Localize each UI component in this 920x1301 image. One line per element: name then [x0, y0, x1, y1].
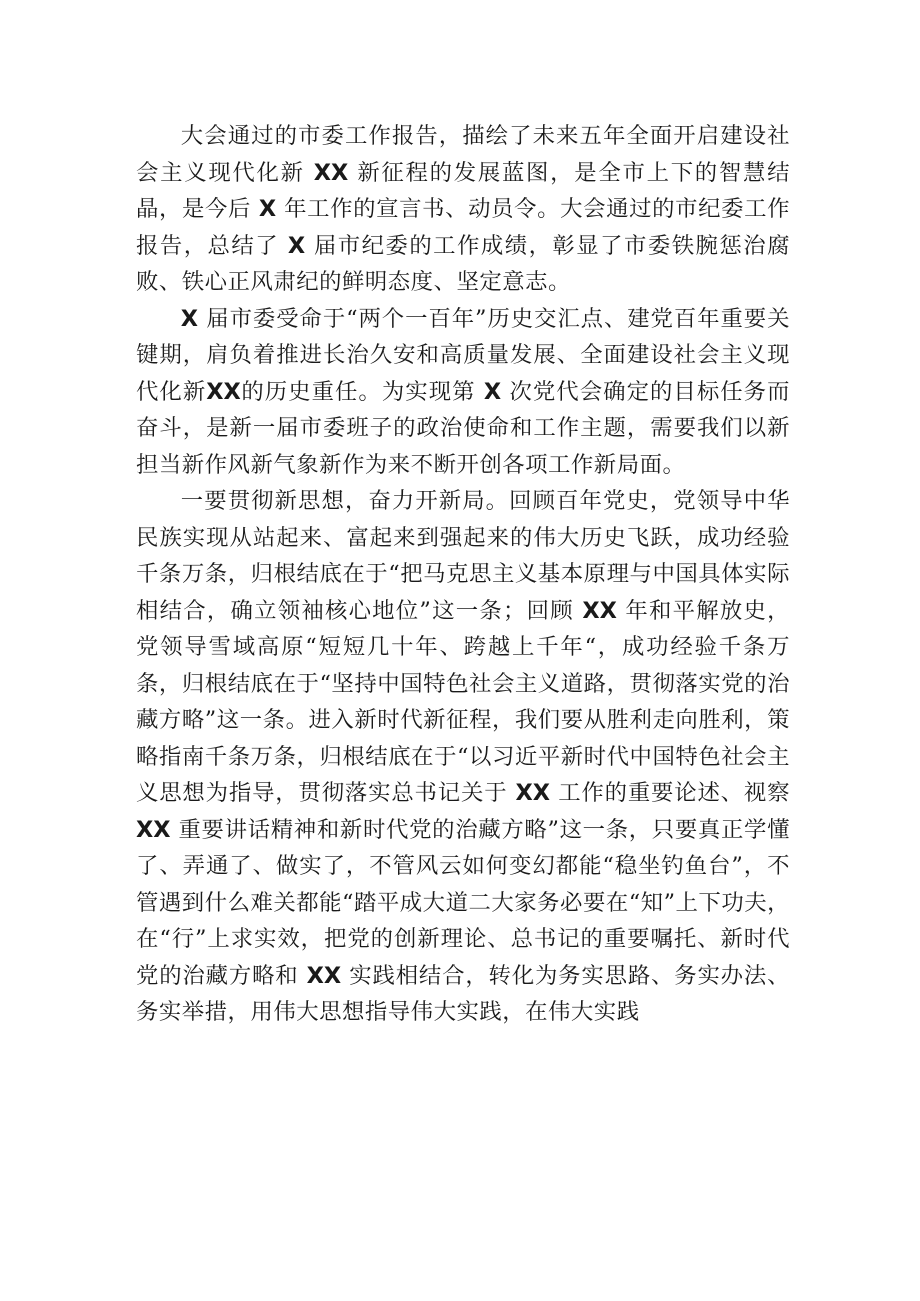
- paragraph-text: 年工作的宣言书、动员令。大会通过的市纪委工作报告，总结了: [136, 196, 791, 259]
- paragraph-text: 实践相结合，转化为务实思路、务实办法、务实举措，用伟大思想指导伟大实践，在伟大实践: [136, 962, 790, 1025]
- paragraph-text: 的历史重任。为实现第: [240, 378, 476, 405]
- placeholder-text: XX: [507, 780, 559, 806]
- placeholder-text: XX: [304, 159, 358, 186]
- placeholder-text: XX: [573, 597, 626, 624]
- paragraph-text: 年和平解放史，党领导雪域高原“短短几十年、跨越上千年“，成功经验千条万条，归根结底在于“坚持中国特色社会主义道路，贯彻落实党的治藏方略”这一条。进入新时代新征程，我们要从胜利走向胜利，策略指南千条万条，归根结底在于“以习近平新时代中国特色社会主义思想为指导，贯彻落实总书记关于: [136, 597, 790, 806]
- placeholder-text: X: [180, 305, 207, 332]
- placeholder-text: XX: [298, 962, 350, 989]
- placeholder-text: X: [251, 196, 285, 222]
- paragraph-text: 次党代会确定的目标任务而奋斗，是新一届市委班子的政治使命和工作主题，需要我们以新担当新作风新气象新作为来不断开创各项工作新局面。: [136, 378, 790, 478]
- paragraph-text: 新征程的发展蓝图，是全市上下的智慧结晶，是今后: [136, 159, 791, 222]
- placeholder-text: XX: [206, 378, 241, 405]
- placeholder-text: XX: [136, 816, 179, 843]
- document-body: [136, 118, 790, 1031]
- paragraph-text: 一要贯彻新思想，奋力开新局。回顾百年党史，党领导中华民族实现从站起来、富起来到强起来的伟大历史飞跃，成功经验千条万条，归根结底在于“把马克思主义基本原理与中国具体实际相结合，确立领袖核心地位”这一条；回顾: [136, 488, 790, 624]
- paragraph-2: [136, 301, 790, 484]
- paragraph-text: 重要讲话精神和新时代党的治藏方略”这一条，只要真正学懂了、弄通了、做实了，不管风云如何变幻都能“稳坐钓鱼台”，不管遇到什么难关都能“踏平成大道二大家务必要在“知”上下功夫，在“行”上求实效，把党的创新理论、总书记的重要嘱托、新时代党的治藏方略和: [136, 816, 790, 989]
- paragraph-3: [136, 483, 790, 1031]
- paragraph-text: 大会通过的市委工作报告，描绘了未来五年全面开启建设社会主义现代化新: [136, 123, 790, 186]
- paragraph-text: 届市纪委的工作成绩，彰显了市委铁腕惩治腐败、铁心正风肃纪的鲜明态度、坚定意志。: [136, 232, 791, 295]
- paragraph-1: [136, 118, 790, 301]
- placeholder-text: X: [475, 378, 510, 405]
- paragraph-text: 工作的重要论述、视察: [558, 780, 791, 806]
- placeholder-text: X: [279, 232, 314, 259]
- paragraph-text: 届市委受命于“两个一百年”历史交汇点、建党百年重要关键期，肩负着推进长治久安和高质量发展、全面建设社会主义现代化新: [136, 305, 790, 405]
